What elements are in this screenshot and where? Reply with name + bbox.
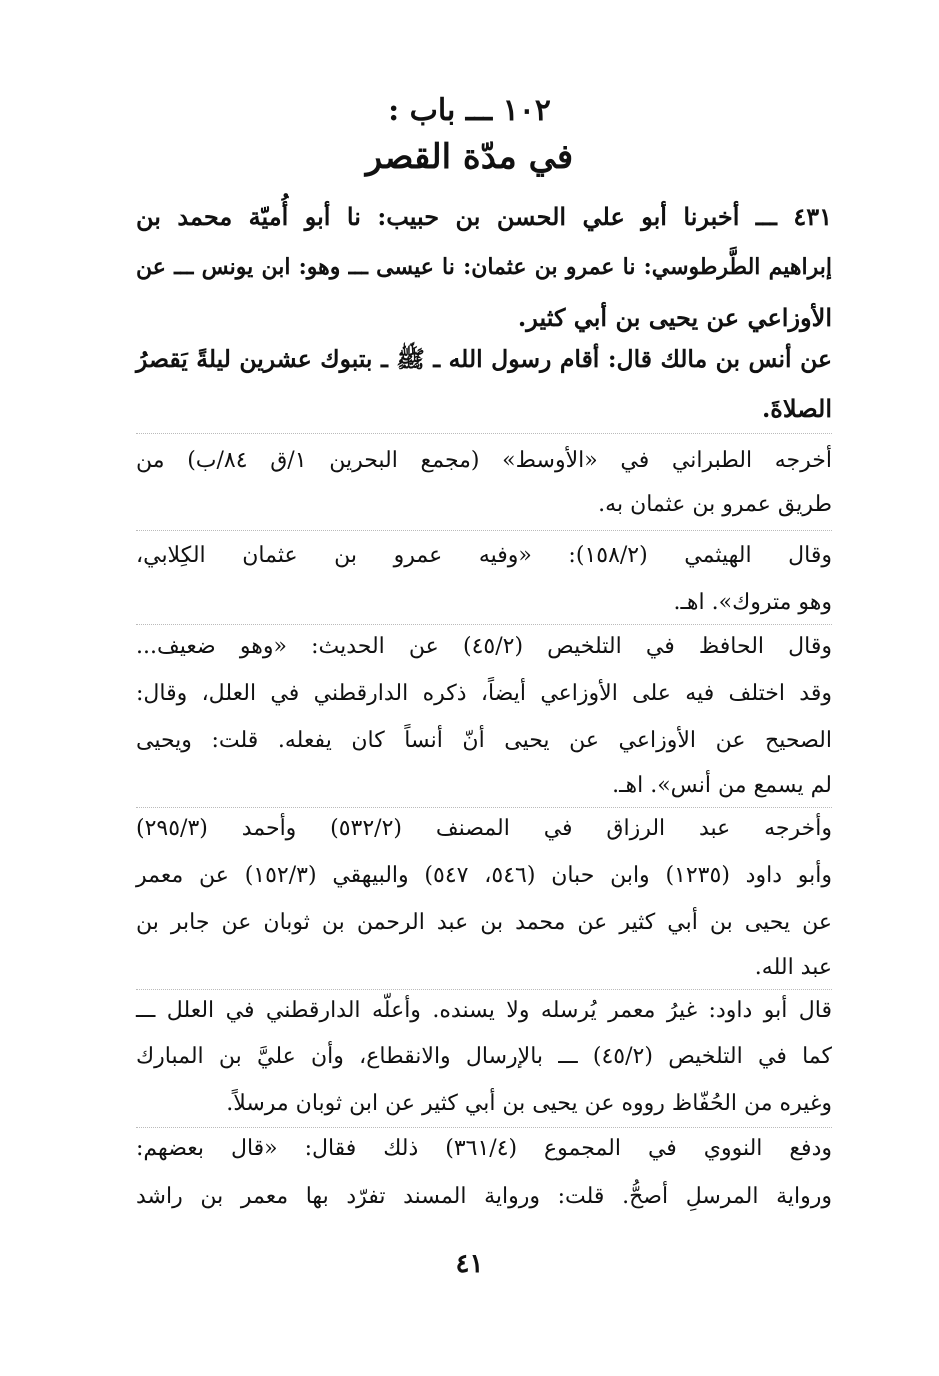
separator (136, 807, 832, 808)
hadith-line: ٤٣١ ـــ أخبرنا أبو علي الحسن بن حبيب: نا أبو أُميّة محمد بن (136, 202, 832, 231)
commentary-line: عن يحيى بن أبي كثير عن محمد بن عبد الرحمن بن ثوبان عن جابر بن (136, 910, 832, 935)
separator (136, 624, 832, 625)
separator (136, 433, 832, 434)
chapter-title: في مدّة القصر (365, 137, 574, 177)
hadith-line: إبراهيم الطَّرطوسي: نا عمرو بن عثمان: نا عيسى ـــ وهو: ابن يونس ـــ عن (136, 254, 832, 280)
commentary-line: وقال الهيثمي (١٥٨/٢): «وفيه عمرو بن عثمان الكِلابي، (136, 543, 832, 568)
commentary-line: طريق عمرو بن عثمان به. (598, 492, 832, 517)
separator (136, 530, 832, 531)
hadith-line: عن أنس بن مالك قال: أقام رسول الله ـ ﷺ ـ بتبوك عشرين ليلةً يَقصرُ (136, 345, 832, 373)
commentary-line: لم يسمع من أنس». اهـ. (612, 773, 832, 798)
hadith-line: الأوزاعي عن يحيى بن أبي كثير. (517, 303, 832, 332)
separator (136, 989, 832, 990)
commentary-line: وأبو داود (١٢٣٥) وابن حبان (٥٤٦، ٥٤٧) والبيهقي (١٥٢/٣) عن معمر (136, 863, 833, 888)
commentary-line: الصحيح عن الأوزاعي عن يحيى أنّ أنساً كان يفعله. قلت: ويحيى (136, 728, 832, 753)
chapter-number-heading: ١٠٢ ـــ باب : (388, 93, 551, 128)
commentary-line: أخرجه الطبراني في «الأوسط» (مجمع البحرين ١/ق ٨٤/ب) من (136, 448, 832, 473)
page-number: ٤١ (455, 1249, 484, 1279)
hadith-line: الصلاةَ. (761, 394, 832, 423)
commentary-line: وأخرجه عبد الرزاق في المصنف (٥٣٢/٢) وأحمد (٢٩٥/٣) (136, 816, 832, 841)
commentary-line: كما في التلخيص (٤٥/٢) ـــ بالإرسال والانقطاع، وأن عليَّ بن المبارك (136, 1044, 832, 1069)
commentary-line: عبد الله. (754, 955, 832, 980)
commentary-line: وهو متروك». اهـ. (673, 590, 832, 615)
commentary-line: وقال الحافظ في التلخيص (٤٥/٢) عن الحديث: «وهو ضعيف... (136, 634, 833, 659)
commentary-line: ورواية المرسلِ أصحُّ. قلت: ورواية المسند تفرّد بها معمر بن راشد (136, 1184, 832, 1209)
commentary-line: ودفع النووي في المجموع (٣٦١/٤) ذلك فقال: «قال بعضهم: (136, 1136, 832, 1161)
commentary-line: قال أبو داود: غيرُ معمر يُرسله ولا يسنده. وأعلّه الدارقطني في العلل ـــ (136, 998, 832, 1023)
commentary-line: وقد اختلف فيه على الأوزاعي أيضاً، ذكره الدارقطني في العلل، وقال: (136, 681, 832, 706)
commentary-line: وغيره من الحُفّاظ رووه عن يحيى بن أبي كثير عن ابن ثوبان مرسلاً. (226, 1091, 832, 1116)
separator (136, 1127, 832, 1128)
